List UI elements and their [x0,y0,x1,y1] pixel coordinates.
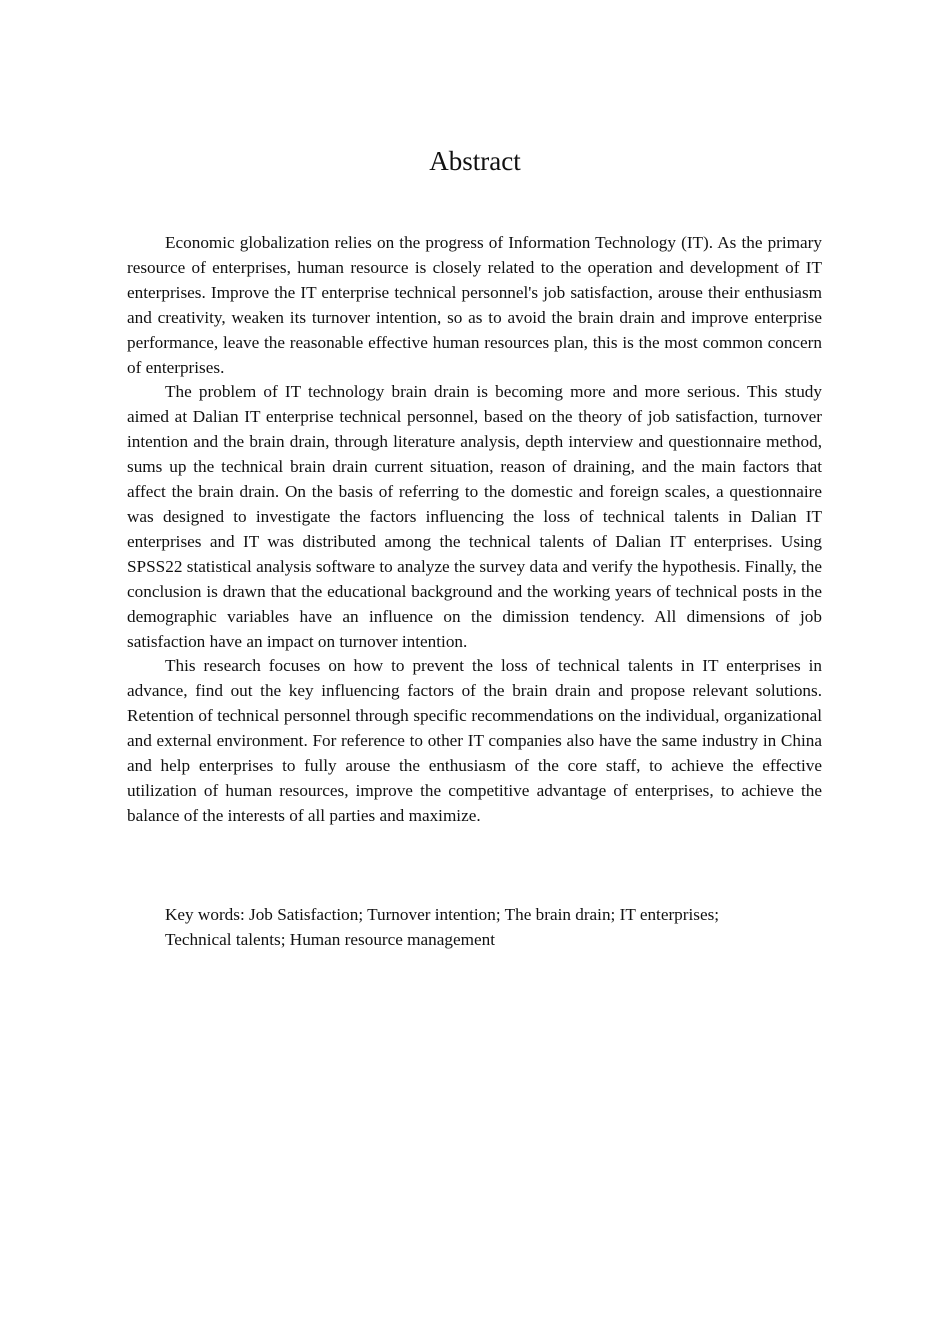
abstract-paragraph-1: Economic globalization relies on the progress of Information Technology (IT). As the primary resource of enterprises, human resource is closely related to the operation and development of IT enterprises. Improve the IT enterprise technical personnel's job satisfaction, arouse their enthusiasm and creativity, weaken its turnover intention, so as to avoid the brain drain and improve enterprise performance, leave the reasonable effective human resources plan, this is the most common concern of enterprises. [127,233,822,377]
keywords-block [165,903,825,953]
keywords-line-2: Technical talents; Human resource management [165,929,495,949]
abstract-paragraph-3: This research focuses on how to prevent the loss of technical talents in IT enterprises in advance, find out the key influencing factors of the brain drain and propose relevant solutions. Retention of technical personnel through specific recommendations on the individual, organizational and external environment. For reference to other IT companies also have the same industry in China and help enterprises to fully arouse the enthusiasm of the core staff, to achieve the effective utilization of human resources, improve the competitive advantage of enterprises, to achieve the balance of the interests of all parties and maximize. [127,656,822,825]
page-title: Abstract [429,146,521,176]
abstract-paragraph-2: The problem of IT technology brain drain is becoming more and more serious. This study aimed at Dalian IT enterprise technical personnel, based on the theory of job satisfaction, turnover intention and the brain drain, through literature analysis, depth interview and questionnaire method, sums up the technical brain drain current situation, reason of draining, and the main factors that affect the brain drain. On the basis of referring to the domestic and foreign scales, a questionnaire was designed to investigate the factors influencing the loss of technical talents in Dalian IT enterprises and IT was distributed among the technical talents of Dalian IT enterprises. Using SPSS22 statistical analysis software to analyze the survey data and verify the hypothesis. Finally, the conclusion is drawn that the educational background and the working years of technical posts in the demographic variables have an influence on the dimission tendency. All dimensions of job satisfaction have an impact on turnover intention. [127,382,822,651]
keywords-line-1: Key words: Job Satisfaction; Turnover intention; The brain drain; IT enterprises; [165,905,720,924]
abstract-body [127,231,822,829]
